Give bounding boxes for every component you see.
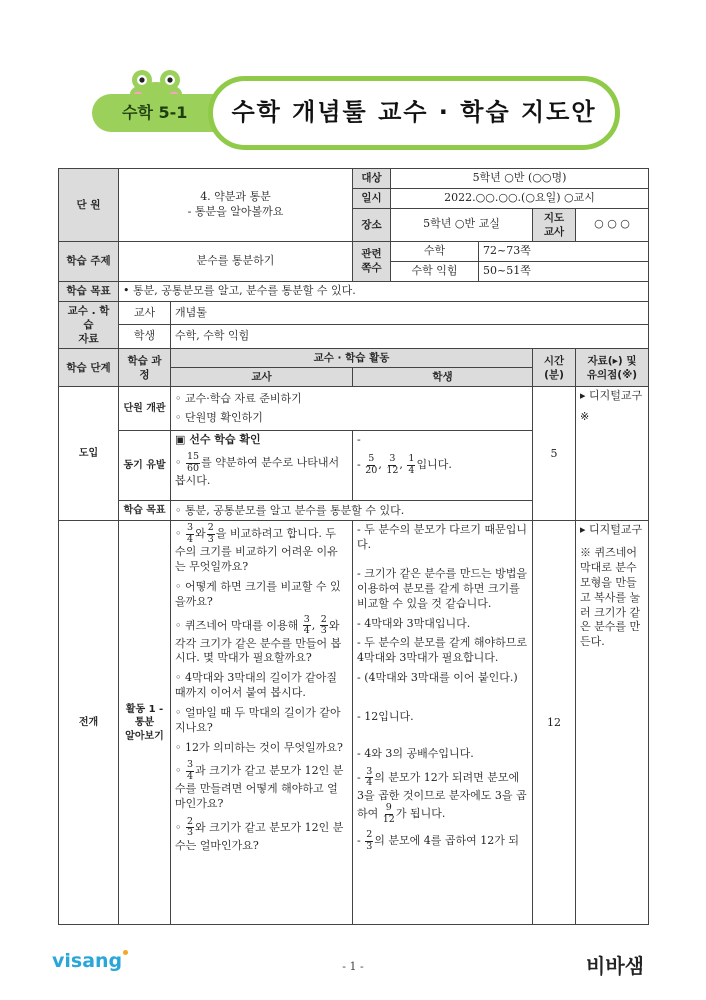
process-activity1: 활동 1 - 통분 알아보기: [119, 521, 171, 925]
col-activity: 교수 · 학습 활동: [171, 349, 533, 368]
material-student-label: 학생: [119, 325, 171, 349]
document-header: [88, 62, 618, 158]
develop-notes: ▸ 디지털교구 ※ 퀴즈네어 막대로 분수 모형을 만들고 복사를 눌러 크기가 같은 분수를 만든다.: [576, 521, 649, 925]
pages-book2-value: 50~51쪽: [479, 261, 649, 281]
goal-label: 학습 목표: [59, 281, 119, 301]
motivation-student: - - $\frac{5}{20}$ , $\frac{3}{12}$ , $\frac{1}{4}$ 입니다.: [353, 431, 533, 501]
page-number: - 1 -: [342, 960, 364, 973]
col-teacher: 교사: [171, 368, 353, 387]
material-student-value: 수학, 수학 익힘: [171, 325, 649, 349]
process-overview: 단원 개관: [119, 387, 171, 431]
datetime-label: 일시: [353, 188, 391, 208]
unit-value: 4. 약분과 통분 - 통분을 알아볼까요: [119, 169, 353, 242]
material-label: 교수 . 학습 자료: [59, 301, 119, 349]
material-teacher-label: 교사: [119, 301, 171, 325]
topic-label: 학습 주제: [59, 242, 119, 282]
unit-label: 단 원: [59, 169, 119, 242]
target-label: 대상: [353, 169, 391, 189]
pages-book2: 수학 익힘: [391, 261, 479, 281]
teacher-value: ○ ○ ○: [576, 208, 649, 241]
page-title: 수학 개념툴 교수 · 학습 지도안: [208, 76, 620, 150]
pages-book1: 수학: [391, 242, 479, 262]
develop-student: - 두 분수의 분모가 다르기 때문입니다. - 크기가 같은 분수를 만드는 방법을 이용하여 분모를 같게 하면 크기를 비교할 수 있을 것 같습니다. - 4막대와 3막대입니다. - 두 분수의 분모를 같게 해야하므로 4막대와 3막대가 필요합니다. - (4막대와 3막대를 이어 붙인다.) - 12입니다. - 4와 3의 공배수입니다. - $\frac{3}{4}$ 의 분모가 12가 되려면 분모에 3을 곱한 것이므로 분자에도 3을 곱하여 $\frac{9}{12}$ 가 됩니다. - $\frac{2}{3}$ 의 분모에 4를 곱하여 12가 되: [353, 521, 533, 925]
stage-intro: 도입: [59, 387, 119, 521]
logo-dot-icon: [123, 950, 128, 955]
goal-value: • 통분, 공통분모를 알고, 분수를 통분할 수 있다.: [119, 281, 649, 301]
topic-value: 분수를 통분하기: [119, 242, 353, 282]
motivation-teacher: ▣ 선수 학습 확인 ◦ $\frac{15}{60}$ 를 약분하여 분수로 나타내서 봅시다.: [171, 431, 353, 501]
pages-book1-value: 72~73쪽: [479, 242, 649, 262]
develop-time: 12: [533, 521, 576, 925]
place-value: 5학년 ○반 교실: [391, 208, 533, 241]
intro-notes: ▸ 디지털교구 ※: [576, 387, 649, 521]
col-student: 학생: [353, 368, 533, 387]
process-goal: 학습 목표: [119, 501, 171, 521]
col-time: 시간 (분): [533, 349, 576, 387]
col-process: 학습 과정: [119, 349, 171, 387]
col-notes: 자료(▸) 및 유의점(※): [576, 349, 649, 387]
col-stage: 학습 단계: [59, 349, 119, 387]
stage-develop: 전개: [59, 521, 119, 925]
process-motivation: 동기 유발: [119, 431, 171, 501]
place-label: 장소: [353, 208, 391, 241]
pages-label: 관련 쪽수: [353, 242, 391, 282]
overview-teacher: ◦ 교수·학습 자료 준비하기 ◦ 단원명 확인하기: [171, 387, 533, 431]
develop-teacher: ◦ $\frac{3}{4}$ 와 $\frac{2}{3}$ 을 비교하려고 합니다. 두 수의 크기를 비교하기 어려운 이유는 무엇일까요? ◦ 어떻게 하면 크기를 비교할 수 있을까요? ◦ 퀴즈네어 막대를 이용해 $\frac{3}{4}$ , $\frac{2}{3}$ 와 각각 크기가 같은 분수를 만들어 봅시다. 몇 막대가 필요할까요? ◦ 4막대와 3막대의 길이가 같아질 때까지 이어서 붙여 봅시다. ◦ 얼마일 때 두 막대의 길이가 같아지나요? ◦ 12가 의미하는 것이 무엇일까요? ◦ $\frac{3}{4}$ 과 크기가 같고 분모가 12인 분수를 만들려면 어떻게 해야하고 얼마인가요? ◦ $\frac{2}{3}$ 와 크기가 같고 분모가 12인 분수는 얼마인가요?: [171, 521, 353, 925]
intro-goal-value: ◦ 통분, 공통분모를 알고 분수를 통분할 수 있다.: [171, 501, 533, 521]
vivasam-logo: 비바샘: [586, 954, 644, 978]
subject-badge: 수학 5-1: [92, 94, 242, 132]
target-value: 5학년 ○반 (○○명): [391, 169, 649, 189]
visang-logo: visang: [52, 950, 128, 972]
datetime-value: 2022.○○.○○.(○요일) ○교시: [391, 188, 649, 208]
lesson-plan-table: [58, 168, 649, 925]
teacher-label: 지도 교사: [533, 208, 576, 241]
material-teacher-value: 개념툴: [171, 301, 649, 325]
intro-time: 5: [533, 387, 576, 521]
